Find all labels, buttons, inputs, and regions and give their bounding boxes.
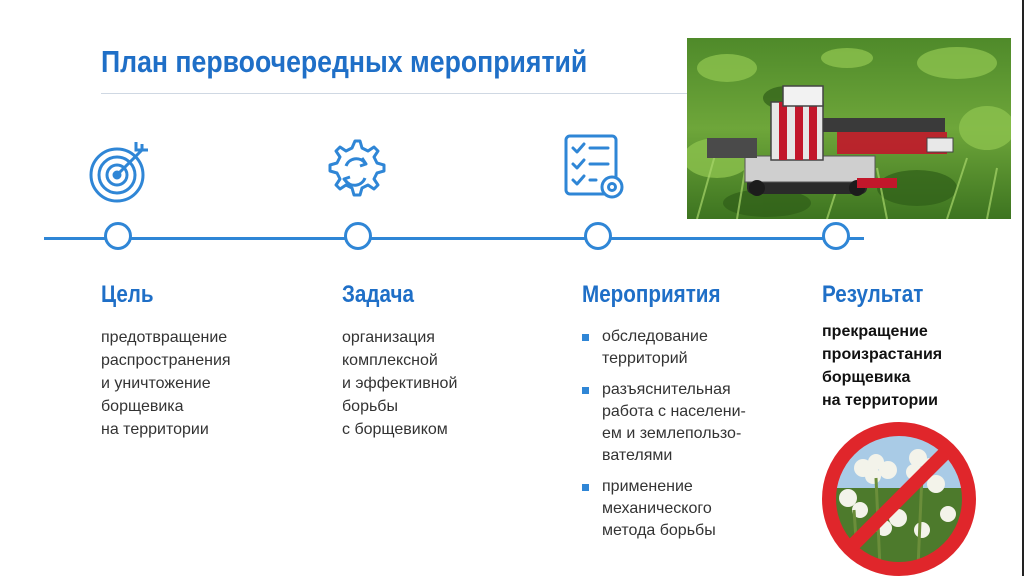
list-item [580,379,746,467]
task-line: с борщевиком [342,421,448,438]
bullet-square [582,334,589,341]
goal-text [101,326,231,441]
bullet-square [582,484,589,491]
timeline-line [44,237,864,240]
goal-line: борщевика [101,398,184,415]
bullet-line: разъяснительная [602,381,731,398]
bullet-line: вателями [602,447,673,464]
timeline-node-result [822,222,850,250]
task-text [342,326,457,441]
goal-line: распространения [101,352,231,369]
task-heading: Задача [342,281,414,308]
checklist-gear-icon [560,133,630,203]
bullet-line: механического [602,500,712,517]
task-line: и эффективной [342,375,458,392]
goal-line: и уничтожение [101,375,211,392]
robot-in-grass-photo [687,38,1011,219]
bullet-line: метода борьбы [602,522,716,539]
bullet-line: работа с населени- [602,403,746,420]
timeline-node-task [344,222,372,250]
activities-heading: Мероприятия [582,281,721,308]
bullet-line: территорий [602,350,688,367]
result-line: на территории [822,392,938,409]
goal-line: предотвращение [101,329,228,346]
result-line: борщевика [822,369,911,386]
activities-list [580,326,746,551]
page-title: План первоочередных мероприятий [101,44,588,79]
bullet-line: применение [602,478,693,495]
target-icon [86,136,156,206]
task-line: борьбы [342,398,398,415]
result-line: произрастания [822,346,943,363]
list-item [580,326,746,370]
task-line: комплексной [342,352,438,369]
result-heading: Результат [822,281,924,308]
bullet-line: ем и землепользо- [602,425,742,442]
gear-cycle-icon [320,136,390,206]
timeline-node-activities [584,222,612,250]
result-line: прекращение [822,323,928,340]
list-item [580,476,746,542]
no-hogweed-sign [818,418,980,576]
task-line: организация [342,329,435,346]
bullet-square [582,387,589,394]
timeline-node-goal [104,222,132,250]
result-text [822,320,942,412]
bullet-line: обследование [602,328,708,345]
title-divider [101,93,701,94]
goal-line: на территории [101,421,209,438]
goal-heading: Цель [101,281,154,308]
